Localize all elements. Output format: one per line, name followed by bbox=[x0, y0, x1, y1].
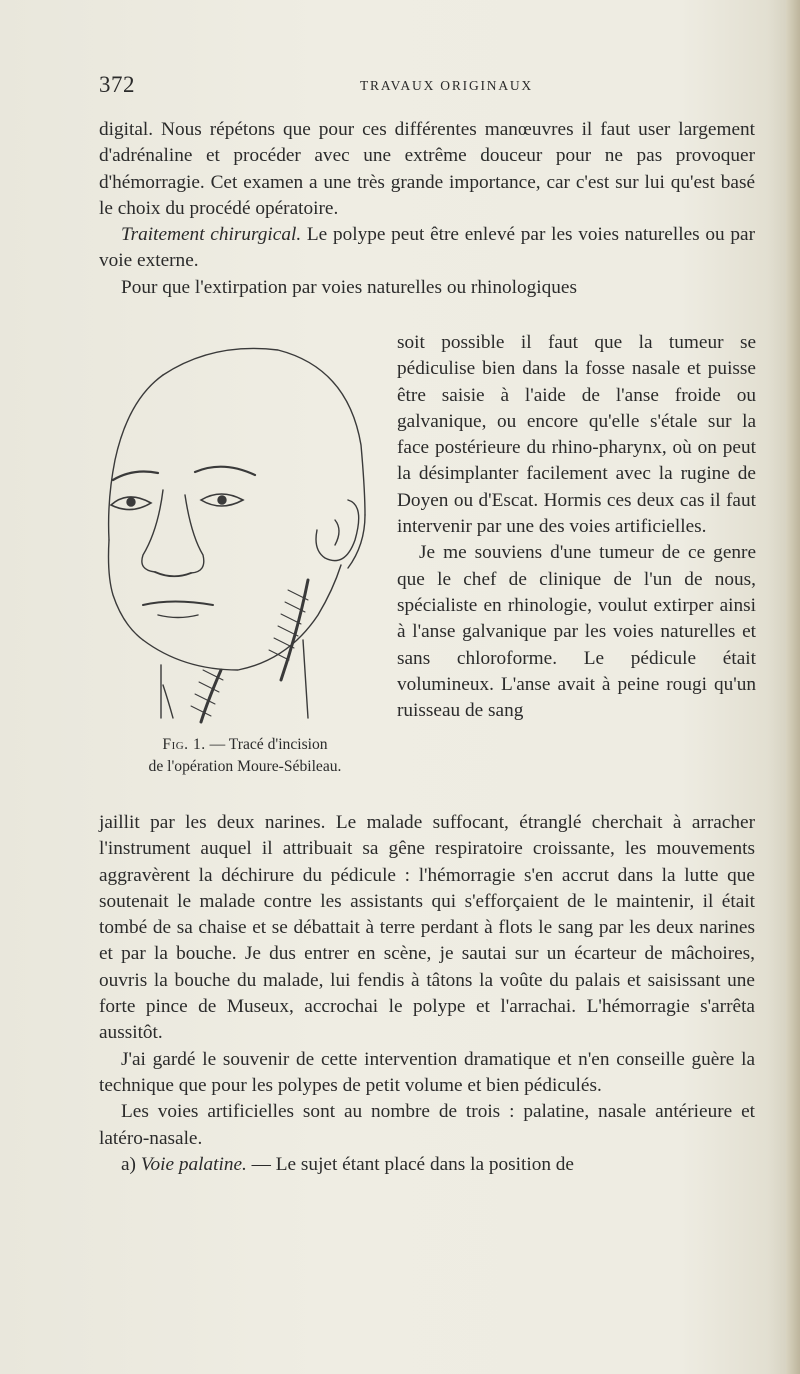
paragraph-voie-palatine bbox=[99, 1152, 755, 1178]
mouth bbox=[143, 602, 213, 606]
figure-caption bbox=[99, 734, 391, 778]
caption-text-1: — Tracé d'incision bbox=[205, 736, 328, 753]
paragraph-2-text: Le polype peut être enlevé par les voies naturelles ou par voie externe. bbox=[99, 224, 755, 272]
side-paragraph-1: soit possible il faut que la tumeur se pédiculise bien dans la fosse nasale et puisse être saisie à l'aide de l'anse froide ou galvanique, ou encore qu'elle s'étale sur la face postérieure du rhino-pharynx, où on peut la désimplanter facilement avec la rugine de Doyen ou d'Escat. Hormis ces deux cas il faut intervenir par une des voies artificielles. bbox=[397, 332, 756, 538]
forehead-left bbox=[109, 375, 163, 540]
paragraph-voie-palatine-text: — Le sujet étant placé dans la position de bbox=[246, 1153, 574, 1175]
head-drawing bbox=[103, 340, 371, 725]
page-edge bbox=[786, 0, 800, 1374]
page-header bbox=[99, 72, 754, 102]
pupil-right bbox=[218, 496, 226, 504]
figure-head-incision bbox=[103, 340, 371, 725]
paragraph-2 bbox=[99, 222, 755, 275]
neck-right bbox=[303, 640, 308, 718]
subsection-title-voie-palatine: Voie palatine. bbox=[140, 1153, 247, 1175]
nostrils bbox=[155, 572, 191, 576]
face-left-side bbox=[109, 540, 144, 640]
eyebrow-right bbox=[195, 467, 255, 475]
pupil-left bbox=[127, 498, 135, 506]
eyebrow-left bbox=[113, 472, 158, 480]
caption-line-2: de l'opération Moure-Sébileau. bbox=[148, 758, 342, 775]
page-number: 372 bbox=[99, 72, 135, 97]
paragraph-1: digital. Nous répétons que pour ces différentes manœuvres il faut user largement d'adrénaline et procéder avec une extrême douceur pour ne pas provoquer d'hémorragie. Cet examen a une très grande importance, car c'est sur lui qu'est basé le choix du procédé opératoire. bbox=[99, 119, 755, 219]
text-block-side bbox=[397, 330, 756, 724]
running-head: TRAVAUX ORIGINAUX bbox=[360, 78, 533, 93]
lower-lip bbox=[158, 615, 198, 618]
ear-outline bbox=[316, 500, 359, 561]
list-marker: a) bbox=[121, 1153, 141, 1175]
paragraph-3-start: Pour que l'extirpation par voies naturelles ou rhinologiques bbox=[121, 276, 577, 298]
side-paragraph-2: Je me souviens d'une tumeur de ce genre que le chef de clinique de l'un de nous, spécialiste en rhinologie, voulut extirper ainsi à l'anse galvanique par les voies naturelles et sans chloroforme. Le pédicule était volumineux. L'anse avait à peine rougi qu'un ruisseau de sang bbox=[397, 542, 756, 722]
paragraph-continued: jaillit par les deux narines. Le malade suffocant, étranglé cherchait à arracher l'instrument auquel il attribuait sa gêne respiratoire croissante, les mouvements aggravèrent la déchirure du pédicule : l'hémorragie s'en accrut dans la lutte que soutenait le malade contre les assistants qui s'efforçaient de le maintenir, il était tombé de sa chaise et se débattait à terre perdant à flots le sang par les deux narines et par la bouche. Je dus entrer en scène, je sautai sur un écarteur de mâchoires, ouvris la bouche du malade, lui fendis à tâtons la voûte du palais et saisissant une forte pince de Museux, accrochai le polype et l'arrachai. L'hémorragie s'arrêta aussitôt. bbox=[99, 812, 755, 1044]
nose-right bbox=[185, 495, 204, 573]
caption-line-1 bbox=[99, 734, 391, 756]
head-right-side bbox=[348, 515, 365, 568]
nose-left bbox=[142, 490, 163, 572]
text-block-top bbox=[99, 117, 755, 301]
paragraph-souvenir: J'ai gardé le souvenir de cette intervention dramatique et n'en conseille guère la technique que pour les polypes de petit volume et bien pédiculés. bbox=[99, 1048, 755, 1096]
neck-hatch bbox=[163, 685, 173, 718]
ear-inner bbox=[335, 520, 339, 545]
section-title-traitement: Traitement chirurgical. bbox=[121, 224, 302, 246]
caption-label: Fig. 1. bbox=[162, 736, 206, 753]
text-block-bottom bbox=[99, 810, 755, 1178]
paragraph-voies: Les voies artificielles sont au nombre de trois : palatine, nasale antérieure et latéro-nasale. bbox=[99, 1101, 755, 1149]
skull-outline bbox=[163, 348, 365, 515]
